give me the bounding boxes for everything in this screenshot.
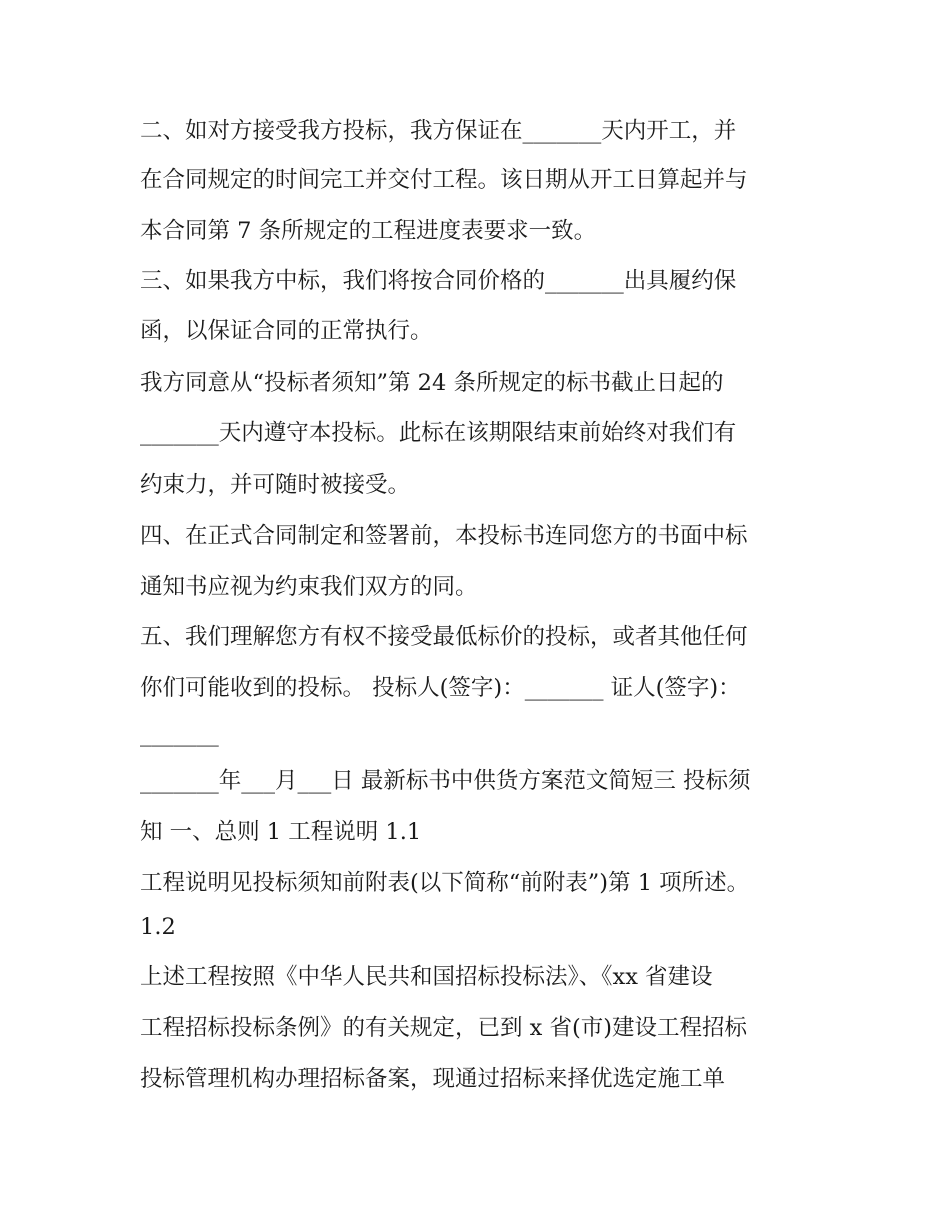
text-line: 五、我们理解您方有权不接受最低标价的投标，或者其他任何 xyxy=(140,624,748,650)
text-line: 工程说明见投标须知前附表(以下简称“前附表”)第 1 项所述。 xyxy=(140,870,750,896)
text-line: _______天内遵守本投标。此标在该期限结束前始终对我们有 xyxy=(140,420,737,446)
text-line: 1.2 xyxy=(140,914,176,940)
text-line: 工程招标投标条例》的有关规定，已到 x 省(市)建设工程招标 xyxy=(140,1015,748,1041)
text-line: 知 一、总则 1 工程说明 1.1 xyxy=(140,819,422,845)
text-line: 在合同规定的时间完工并交付工程。该日期从开工日算起并与 xyxy=(140,167,748,193)
text-line: 投标管理机构办理招标备案，现通过招标来择优选定施工单 xyxy=(140,1066,726,1092)
text-line: 上述工程按照《中华人民共和国招标投标法》、《xx 省建设 xyxy=(140,964,713,990)
text-line: _______年___月___日 最新标书中供货方案范文简短三 投标须 xyxy=(140,768,751,794)
text-line: 我方同意从“投标者须知”第 24 条所规定的标书截止日起的 xyxy=(140,370,724,396)
text-line: 四、在正式合同制定和签署前，本投标书连同您方的书面中标 xyxy=(140,523,748,549)
text-line: 约束力，并可随时被接受。 xyxy=(140,472,411,498)
text-line: _______ xyxy=(140,721,219,747)
text-line: 本合同第 7 条所规定的工程进度表要求一致。 xyxy=(140,218,597,244)
text-line: 通知书应视为约束我们双方的同。 xyxy=(140,574,478,600)
text-line: 三、如果我方中标，我们将按合同价格的_______出具履约保 xyxy=(140,268,737,294)
text-line: 二、如对方接受我方投标，我方保证在_______天内开工，并 xyxy=(140,118,737,144)
text-line: 函，以保证合同的正常执行。 xyxy=(140,318,433,344)
text-line: 你们可能收到的投标。 投标人(签字)：_______ 证人(签字)： xyxy=(140,675,741,701)
